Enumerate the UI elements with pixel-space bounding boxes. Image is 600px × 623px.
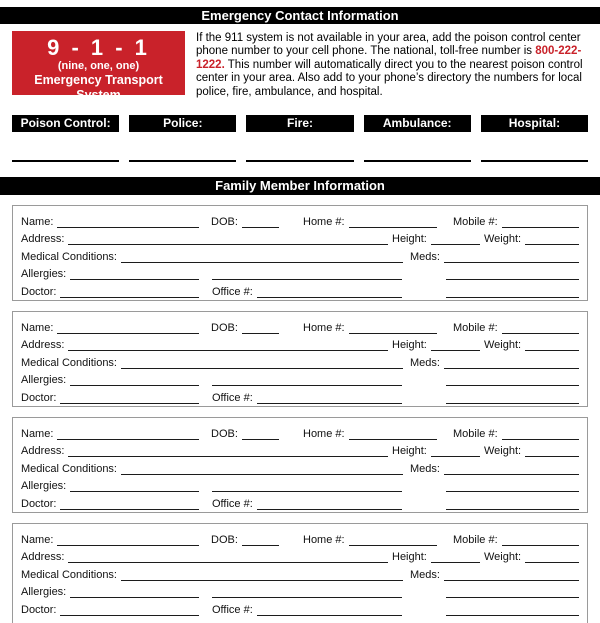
height-label: Height: bbox=[392, 233, 427, 246]
emergency-contact-column bbox=[364, 115, 471, 162]
emergency-contact-label: Fire: bbox=[246, 115, 353, 132]
doctor-label: Doctor: bbox=[21, 286, 57, 298]
meds-label: Meds: bbox=[410, 462, 440, 475]
emergency-contact-column bbox=[129, 115, 236, 162]
member-block bbox=[12, 311, 588, 407]
home-phone-label: Home #: bbox=[303, 427, 345, 440]
home-phone-blank-line[interactable] bbox=[349, 428, 437, 440]
weight-blank-line[interactable] bbox=[525, 339, 579, 351]
allergies-field bbox=[21, 268, 199, 280]
member-row-5 bbox=[21, 598, 579, 616]
weight-field bbox=[484, 445, 579, 457]
member-row-4 bbox=[21, 369, 579, 387]
member-row-5 bbox=[21, 280, 579, 298]
allergies-continuation-line[interactable] bbox=[212, 268, 402, 280]
name-label: Name: bbox=[21, 321, 54, 334]
office-phone-label: Office #: bbox=[212, 497, 253, 510]
height-label: Height: bbox=[392, 551, 427, 564]
member-row-5 bbox=[21, 386, 579, 404]
meds-label: Meds: bbox=[410, 356, 440, 369]
address-label: Address: bbox=[21, 551, 65, 564]
name-field bbox=[21, 428, 199, 440]
height-blank-line[interactable] bbox=[431, 551, 480, 563]
medical-conditions-blank-line[interactable] bbox=[121, 251, 403, 263]
emergency-contact-blank-line[interactable] bbox=[12, 160, 119, 162]
home-phone-field bbox=[303, 534, 437, 546]
mobile-phone-label: Mobile #: bbox=[453, 321, 498, 334]
office-phone-label: Office #: bbox=[212, 286, 253, 298]
name-field bbox=[21, 534, 199, 546]
meds-continuation-line-2[interactable] bbox=[446, 286, 579, 298]
allergies-label: Allergies: bbox=[21, 586, 67, 599]
mobile-phone-blank-line[interactable] bbox=[502, 428, 579, 440]
meds-continuation-line-2[interactable] bbox=[446, 498, 579, 510]
911-number: 9 - 1 - 1 bbox=[47, 35, 150, 60]
address-blank-line[interactable] bbox=[68, 233, 388, 245]
office-phone-blank-line[interactable] bbox=[257, 392, 402, 404]
medical-conditions-blank-line[interactable] bbox=[121, 357, 403, 369]
allergies-continuation-line[interactable] bbox=[212, 480, 402, 492]
emergency-contact-label: Hospital: bbox=[481, 115, 588, 132]
meds-continuation-line-2[interactable] bbox=[446, 604, 579, 616]
home-phone-blank-line[interactable] bbox=[349, 322, 437, 334]
dob-blank-line[interactable] bbox=[242, 428, 279, 440]
dob-blank-line[interactable] bbox=[242, 216, 279, 228]
name-field bbox=[21, 322, 199, 334]
allergies-label: Allergies: bbox=[21, 268, 67, 281]
allergies-blank-line[interactable] bbox=[70, 586, 199, 598]
family-section-title: Family Member Information bbox=[0, 177, 600, 195]
mobile-phone-label: Mobile #: bbox=[453, 427, 498, 440]
member-block bbox=[12, 205, 588, 301]
meds-field bbox=[410, 357, 579, 369]
member-row-1 bbox=[21, 528, 579, 546]
meds-blank-line[interactable] bbox=[444, 463, 579, 475]
member-row-2 bbox=[21, 228, 579, 246]
meds-label: Meds: bbox=[410, 568, 440, 581]
doctor-field bbox=[21, 498, 199, 510]
dob-field bbox=[211, 322, 279, 334]
member-row-3 bbox=[21, 457, 579, 475]
medical-conditions-blank-line[interactable] bbox=[121, 463, 403, 475]
emergency-contact-blank-line[interactable] bbox=[481, 160, 588, 162]
home-phone-label: Home #: bbox=[303, 321, 345, 334]
emergency-contact-label: Poison Control: bbox=[12, 115, 119, 132]
meds-field bbox=[410, 463, 579, 475]
allergies-blank-line[interactable] bbox=[70, 480, 199, 492]
home-phone-field bbox=[303, 216, 437, 228]
emergency-contact-column bbox=[481, 115, 588, 162]
mobile-phone-blank-line[interactable] bbox=[502, 216, 579, 228]
weight-label: Weight: bbox=[484, 233, 522, 246]
address-label: Address: bbox=[21, 339, 65, 352]
member-row-3 bbox=[21, 245, 579, 263]
name-blank-line[interactable] bbox=[57, 428, 199, 440]
dob-label: DOB: bbox=[211, 533, 238, 546]
medical-conditions-field bbox=[21, 357, 403, 369]
doctor-label: Doctor: bbox=[21, 391, 57, 404]
height-field bbox=[392, 233, 480, 245]
member-row-2 bbox=[21, 334, 579, 352]
allergies-continuation-line[interactable] bbox=[212, 586, 402, 598]
member-row-1 bbox=[21, 316, 579, 334]
office-phone-field bbox=[212, 392, 402, 404]
medical-conditions-field bbox=[21, 463, 403, 475]
emergency-contact-label: Ambulance: bbox=[364, 115, 471, 132]
member-row-3 bbox=[21, 563, 579, 581]
home-phone-field bbox=[303, 322, 437, 334]
instructions-before: If the 911 system is not available in your area, add the poison control center phone number to your cell phone. The national, toll-free number is bbox=[196, 32, 581, 58]
name-blank-line[interactable] bbox=[57, 534, 199, 546]
weight-field bbox=[484, 551, 579, 563]
meds-label: Meds: bbox=[410, 250, 440, 263]
name-label: Name: bbox=[21, 427, 54, 440]
medical-conditions-blank-line[interactable] bbox=[121, 569, 403, 581]
member-row-1 bbox=[21, 210, 579, 228]
height-label: Height: bbox=[392, 445, 427, 458]
meds-blank-line[interactable] bbox=[444, 357, 579, 369]
home-phone-blank-line[interactable] bbox=[349, 534, 437, 546]
mobile-phone-field bbox=[453, 322, 579, 334]
medical-conditions-label: Medical Conditions: bbox=[21, 250, 117, 263]
name-blank-line[interactable] bbox=[57, 322, 199, 334]
meds-continuation-line[interactable] bbox=[446, 480, 579, 492]
dob-field bbox=[211, 428, 279, 440]
name-blank-line[interactable] bbox=[57, 216, 199, 228]
home-phone-label: Home #: bbox=[303, 215, 345, 228]
dob-field bbox=[211, 216, 279, 228]
member-row-2 bbox=[21, 440, 579, 458]
home-phone-label: Home #: bbox=[303, 533, 345, 546]
weight-field bbox=[484, 233, 579, 245]
emergency-contact-column bbox=[12, 115, 119, 162]
address-field bbox=[21, 339, 388, 351]
meds-continuation-line-2[interactable] bbox=[446, 392, 579, 404]
dob-blank-line[interactable] bbox=[242, 534, 279, 546]
member-block bbox=[12, 417, 588, 513]
office-phone-label: Office #: bbox=[212, 603, 253, 616]
911-subtitle: Emergency Transport System bbox=[34, 73, 163, 102]
medical-conditions-label: Medical Conditions: bbox=[21, 356, 117, 369]
office-phone-blank-line[interactable] bbox=[257, 286, 402, 298]
meds-field bbox=[410, 251, 579, 263]
name-field bbox=[21, 216, 199, 228]
family-members-list bbox=[12, 205, 588, 623]
address-blank-line[interactable] bbox=[68, 445, 388, 457]
member-row-4 bbox=[21, 581, 579, 599]
address-label: Address: bbox=[21, 445, 65, 458]
meds-blank-line[interactable] bbox=[444, 569, 579, 581]
office-phone-blank-line[interactable] bbox=[257, 498, 402, 510]
911-phonetic: (nine, one, one) bbox=[57, 60, 140, 72]
dob-label: DOB: bbox=[211, 427, 238, 440]
member-row-1 bbox=[21, 422, 579, 440]
doctor-label: Doctor: bbox=[21, 497, 57, 510]
allergies-field bbox=[21, 480, 199, 492]
doctor-blank-line[interactable] bbox=[60, 392, 199, 404]
emergency-contact-blank-line[interactable] bbox=[364, 160, 471, 162]
member-row-2 bbox=[21, 546, 579, 564]
allergies-blank-line[interactable] bbox=[70, 374, 199, 386]
meds-blank-line[interactable] bbox=[444, 251, 579, 263]
address-field bbox=[21, 445, 388, 457]
mobile-phone-blank-line[interactable] bbox=[502, 322, 579, 334]
medical-conditions-field bbox=[21, 569, 403, 581]
dob-label: DOB: bbox=[211, 215, 238, 228]
mobile-phone-blank-line[interactable] bbox=[502, 534, 579, 546]
doctor-blank-line[interactable] bbox=[60, 286, 199, 298]
911-section bbox=[12, 31, 588, 102]
height-label: Height: bbox=[392, 339, 427, 352]
instructions-after: This number will automatically direct you to the nearest poison control center in your area. Also add to your phone’s directory the numbers for local police, fire, ambulance, and hospital. bbox=[196, 58, 583, 98]
emergency-contacts-row bbox=[12, 115, 588, 162]
emergency-contact-column bbox=[246, 115, 353, 162]
home-phone-field bbox=[303, 428, 437, 440]
height-blank-line[interactable] bbox=[431, 445, 480, 457]
doctor-label: Doctor: bbox=[21, 603, 57, 616]
allergies-continuation-line[interactable] bbox=[212, 374, 402, 386]
dob-label: DOB: bbox=[211, 321, 238, 334]
address-blank-line[interactable] bbox=[68, 339, 388, 351]
office-phone-field bbox=[212, 604, 402, 616]
mobile-phone-field bbox=[453, 216, 579, 228]
doctor-field bbox=[21, 392, 199, 404]
meds-continuation-line[interactable] bbox=[446, 586, 579, 598]
address-label: Address: bbox=[21, 233, 65, 246]
member-block bbox=[12, 523, 588, 623]
mobile-phone-label: Mobile #: bbox=[453, 215, 498, 228]
name-label: Name: bbox=[21, 215, 54, 228]
height-blank-line[interactable] bbox=[431, 233, 480, 245]
doctor-field bbox=[21, 604, 199, 616]
weight-label: Weight: bbox=[484, 445, 522, 458]
medical-conditions-field bbox=[21, 251, 403, 263]
allergies-field bbox=[21, 374, 199, 386]
height-field bbox=[392, 339, 480, 351]
weight-blank-line[interactable] bbox=[525, 233, 579, 245]
height-blank-line[interactable] bbox=[431, 339, 480, 351]
height-field bbox=[392, 551, 480, 563]
member-row-4 bbox=[21, 263, 579, 281]
weight-blank-line[interactable] bbox=[525, 445, 579, 457]
weight-label: Weight: bbox=[484, 339, 522, 352]
office-phone-field bbox=[212, 286, 402, 298]
weight-label: Weight: bbox=[484, 551, 522, 564]
weight-blank-line[interactable] bbox=[525, 551, 579, 563]
member-row-3 bbox=[21, 351, 579, 369]
address-blank-line[interactable] bbox=[68, 551, 388, 563]
medical-conditions-label: Medical Conditions: bbox=[21, 462, 117, 475]
allergies-label: Allergies: bbox=[21, 374, 67, 387]
page-title: Emergency Contact Information bbox=[0, 7, 600, 24]
meds-field bbox=[410, 569, 579, 581]
name-label: Name: bbox=[21, 533, 54, 546]
member-row-5 bbox=[21, 492, 579, 510]
member-row-4 bbox=[21, 475, 579, 493]
poison-control-phone-number: 800-222-1222. bbox=[196, 45, 582, 71]
meds-continuation-line[interactable] bbox=[446, 374, 579, 386]
office-phone-blank-line[interactable] bbox=[257, 604, 402, 616]
address-field bbox=[21, 551, 388, 563]
dob-blank-line[interactable] bbox=[242, 322, 279, 334]
allergies-label: Allergies: bbox=[21, 480, 67, 493]
meds-continuation-line[interactable] bbox=[446, 268, 579, 280]
emergency-contact-label: Police: bbox=[129, 115, 236, 132]
doctor-field bbox=[21, 286, 199, 298]
mobile-phone-field bbox=[453, 534, 579, 546]
address-field bbox=[21, 233, 388, 245]
doctor-blank-line[interactable] bbox=[60, 498, 199, 510]
911-red-box bbox=[12, 31, 185, 102]
emergency-contact-blank-line[interactable] bbox=[246, 160, 353, 162]
height-field bbox=[392, 445, 480, 457]
mobile-phone-label: Mobile #: bbox=[453, 533, 498, 546]
weight-field bbox=[484, 339, 579, 351]
emergency-contact-blank-line[interactable] bbox=[129, 160, 236, 162]
doctor-blank-line[interactable] bbox=[60, 604, 199, 616]
home-phone-blank-line[interactable] bbox=[349, 216, 437, 228]
poison-control-instructions bbox=[196, 31, 588, 99]
mobile-phone-field bbox=[453, 428, 579, 440]
dob-field bbox=[211, 534, 279, 546]
office-phone-field bbox=[212, 498, 402, 510]
office-phone-label: Office #: bbox=[212, 391, 253, 404]
allergies-field bbox=[21, 586, 199, 598]
allergies-blank-line[interactable] bbox=[70, 268, 199, 280]
medical-conditions-label: Medical Conditions: bbox=[21, 568, 117, 581]
